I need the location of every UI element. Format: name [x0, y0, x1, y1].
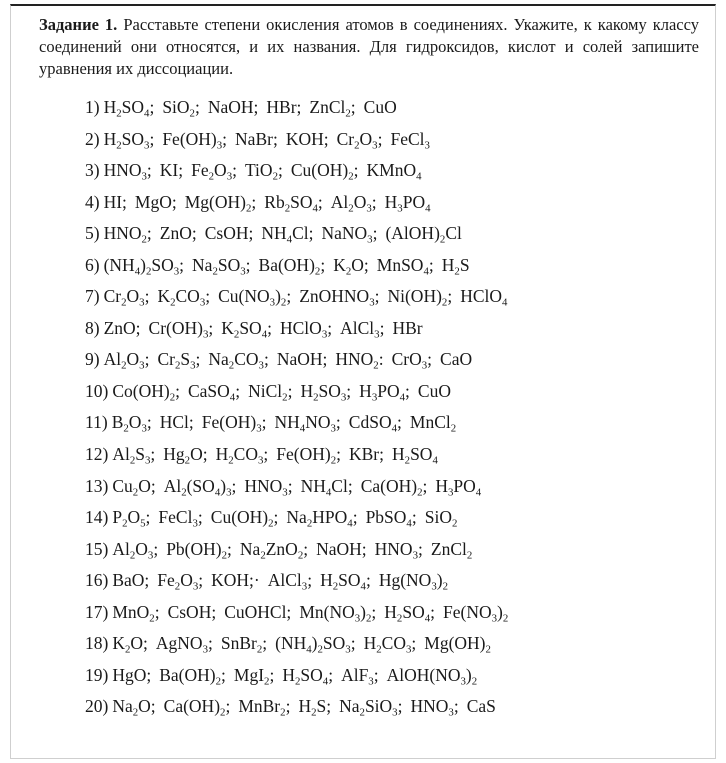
row-number: 12): [85, 444, 109, 465]
task-text: Расставьте степени окисления атомов в соединениях. Укажите, к какому классу соединений они относятся, и их названия. Для гидроксидов, кислот и солей запишите уравнения их диссоциации.: [39, 15, 699, 78]
row-number: 20): [85, 696, 109, 717]
row-number: 8): [85, 317, 100, 338]
chemical-formula: HI;: [103, 191, 127, 212]
chemical-formula: MnSO$_4$;: [376, 254, 434, 277]
chemical-formula: $HNO_3$;: [410, 696, 459, 719]
chemical-formula: MgI$_2$;: [233, 664, 275, 688]
chemical-formula: $Rb_2SO_4$;: [264, 191, 323, 214]
chemical-formula: CdSO$_4$;: [348, 412, 402, 435]
chemical-formula: $H_2SO_4$;: [320, 570, 371, 593]
chemical-formula: HClO$_4$: [460, 286, 508, 309]
row-number: 4): [85, 191, 100, 212]
chemical-formula: $Fe(OH)_3$;: [162, 128, 228, 151]
chemical-formula: $Fe(OH)_2$;: [276, 444, 341, 467]
chemical-formula: $H_2SO_4$;: [384, 601, 436, 624]
row-number: 15): [85, 538, 109, 559]
compound-row: [85, 691, 705, 723]
chemical-formula: $Ba(OH)_2$;: [159, 664, 226, 688]
compound-row: [85, 376, 705, 408]
task-statement: [39, 14, 699, 80]
chemical-formula: NaBr;: [235, 128, 278, 149]
chemical-formula: AgNO$_3$;: [155, 633, 213, 656]
chemical-formula: HBr: [392, 317, 423, 338]
task-title: Задание 1.: [39, 15, 118, 34]
chemical-formula: NaOH;: [276, 349, 328, 370]
chemical-formula: NaNO$_3$;: [321, 223, 378, 246]
chemical-formula: $Fe(NO_3)_2$: [443, 601, 509, 624]
chemical-formula: $Fe(OH)_3$;: [201, 412, 267, 435]
chemical-formula: $Ba(OH)_2$;: [258, 254, 326, 277]
chemical-formula: $NH_4Cl$;: [261, 223, 314, 246]
chemical-formula: FeCl$_3$: [390, 128, 430, 151]
compound-row: [85, 660, 705, 692]
chemical-formula: ZnCl$_2$;: [309, 97, 356, 120]
chemical-formula: $H_3PO_4$: [435, 475, 482, 498]
chemical-formula: $(AlOH)_2Cl$: [385, 223, 462, 246]
row-number: 3): [85, 160, 100, 181]
chemical-formula: CuO: [417, 380, 451, 401]
chemical-formula: KOH;: [285, 128, 329, 149]
worksheet: [10, 4, 716, 759]
chemical-formula: $HNO_3$;: [244, 475, 293, 498]
chemical-formula: NiCl$_2$;: [248, 380, 293, 404]
chemical-formula: CaSO$_4$;: [187, 380, 241, 404]
compound-row: [85, 471, 705, 503]
row-number: 6): [85, 254, 100, 275]
chemical-formula: CaO: [440, 349, 473, 370]
chemical-formula: ZnO;: [159, 223, 197, 244]
chemical-formula: $H_3PO_4$: [384, 191, 431, 214]
compound-row: [85, 407, 705, 439]
chemical-formula: $H_2S$: [441, 254, 470, 277]
chemical-formula: PbSO$_4$;: [365, 507, 417, 530]
chemical-formula: MnCl$_2$: [409, 412, 457, 435]
chemical-formula: HClO$_3$;: [280, 317, 333, 341]
row-number: 14): [85, 507, 109, 528]
chemical-formula: MgO;: [134, 191, 177, 212]
row-number: 9): [85, 349, 100, 370]
compound-row: [85, 250, 705, 282]
chemical-formula: SnBr$_2$;: [220, 633, 268, 656]
chemical-formula: BaO;: [112, 570, 150, 591]
chemical-formula: $Ca(OH)_2$;: [360, 475, 428, 498]
chemical-formula: $H_2SO_4$;: [282, 664, 334, 688]
chemical-formula: TiO$_2$;: [244, 160, 283, 183]
chemical-formula: KOH;·: [211, 570, 260, 591]
chemical-formula: $Mg(OH)_2$;: [184, 191, 257, 214]
row-number: 2): [85, 128, 100, 149]
chemical-formula: $Hg_2O$;: [163, 444, 208, 467]
chemical-formula: HBr;: [266, 97, 302, 117]
chemical-formula: $H_2CO_3$;: [215, 444, 269, 467]
chemical-formula: CsOH;: [167, 601, 217, 622]
chemical-formula: AlCl$_3$;: [267, 570, 313, 593]
chemical-formula: KMnO$_4$: [366, 160, 422, 183]
row-number: 18): [85, 633, 109, 654]
chemical-formula: $Al_2S_3$;: [112, 444, 156, 467]
chemical-formula: SiO$_2$;: [162, 97, 200, 120]
chemical-formula: $HNO_2$;: [103, 223, 152, 246]
row-number: 5): [85, 223, 100, 244]
row-number: 1): [85, 97, 100, 117]
chemical-formula: $Fe_2O_3$;: [157, 570, 204, 593]
row-number: 17): [85, 601, 109, 622]
chemical-formula: $Co(OH)_2$;: [112, 380, 180, 404]
chemical-formula: $K_2O$;: [112, 633, 148, 656]
chemical-formula: $K_2O$;: [333, 254, 369, 277]
compound-row: [85, 124, 705, 156]
chemical-formula: $Cu_2O$;: [112, 475, 156, 498]
chemical-formula: $Al_2O_3$;: [112, 538, 159, 561]
row-number: 7): [85, 286, 100, 307]
chemical-formula: MnBr$_2$;: [238, 696, 291, 719]
chemical-formula: CuO: [363, 97, 397, 117]
chemical-formula: CuOHCl;: [224, 601, 292, 622]
chemical-formula: $H_2SO_4$;: [103, 97, 155, 120]
chemical-formula: CrO$_3$;: [391, 349, 433, 372]
chemical-formula: $Al_2O_3$;: [330, 191, 377, 214]
chemical-formula: $H_2SO_3$;: [103, 128, 155, 151]
chemical-formula: $K_2CO_3$;: [157, 286, 211, 309]
compound-row: [85, 439, 705, 471]
compound-row: [85, 502, 705, 534]
chemical-formula: $H_3PO_4$;: [359, 380, 410, 404]
chemical-formula: CaS: [466, 696, 496, 717]
chemical-formula: $B_2O_3$;: [111, 412, 152, 435]
chemical-formula: $Mg(OH)_2$: [424, 633, 491, 656]
chemical-formula: $Cr(OH)_3$;: [148, 317, 214, 341]
chemical-formula: $Na_2CO_3$;: [208, 349, 269, 372]
chemical-formula: $(NH_4)_2SO_3$;: [103, 254, 185, 277]
chemical-formula: HCl;: [159, 412, 194, 433]
row-number: 10): [85, 380, 109, 401]
compound-row: [85, 534, 705, 566]
row-number: 16): [85, 570, 109, 591]
chemical-formula: $(NH_4)_2SO_3$;: [275, 633, 356, 656]
chemical-formula: $NH_4Cl$;: [300, 475, 353, 498]
compound-row: [85, 565, 705, 597]
chemical-formula: MnO$_2$;: [112, 601, 160, 624]
chemical-formula: $Cr_2O_3$;: [103, 286, 150, 309]
chemical-formula: ZnO;: [103, 317, 141, 338]
chemical-formula: HgO;: [112, 664, 152, 685]
chemical-formula: $Al_2O_3$;: [103, 349, 150, 372]
compound-row: [85, 313, 705, 345]
compound-row: [85, 344, 705, 376]
chemical-formula: $HNO_2$:: [335, 349, 384, 372]
chemical-formula: ZnOHNO$_3$;: [299, 286, 380, 309]
compound-row: [85, 187, 705, 219]
chemical-formula: NaOH;: [316, 538, 367, 559]
chemical-formula: $Cr_2S_3$;: [157, 349, 201, 372]
row-number: 19): [85, 664, 109, 685]
chemical-formula: $HNO_3$;: [103, 160, 152, 183]
chemical-formula: $Cu(NO_3)_2$;: [218, 286, 292, 309]
chemical-formula: $H_2SO_4$: [392, 444, 438, 467]
chemical-formula: $AlOH(NO_3)_2$: [386, 664, 478, 688]
chemical-formula: $K_2SO_4$;: [221, 317, 272, 341]
chemical-formula: FeCl$_3$;: [158, 507, 203, 530]
chemical-formula: $NH_4NO_3$;: [274, 412, 341, 435]
chemical-formula: $Pb(OH)_2$;: [166, 538, 232, 561]
compound-row: [85, 155, 705, 187]
chemical-formula: $Na_2ZnO_2$;: [239, 538, 309, 561]
chemical-formula: $Ni(OH)_2$;: [387, 286, 453, 309]
chemical-formula: $Cr_2O_3$;: [336, 128, 383, 151]
compound-row: [85, 628, 705, 660]
chemical-formula: $Mn(NO_3)_2$;: [299, 601, 377, 624]
chemical-formula: KI;: [159, 160, 184, 181]
compound-list: [85, 92, 705, 723]
compound-row: [85, 218, 705, 250]
chemical-formula: $P_2O_5$;: [112, 507, 151, 530]
chemical-formula: CsOH;: [204, 223, 254, 244]
chemical-formula: $Na_2SO_3$;: [192, 254, 251, 277]
compound-row: [85, 597, 705, 629]
compound-row: [85, 92, 705, 124]
chemical-formula: $Al_2(SO_4)_3$;: [163, 475, 237, 498]
chemical-formula: $Cu(OH)_2$;: [210, 507, 279, 530]
chemical-formula: NaOH;: [207, 97, 259, 117]
chemical-formula: ZnCl$_2$: [430, 538, 473, 561]
chemical-formula: AlF$_3$;: [341, 664, 379, 688]
chemical-formula: $Ca(OH)_2$;: [163, 696, 231, 719]
chemical-formula: $Hg(NO_3)_2$: [378, 570, 448, 593]
row-number: 13): [85, 475, 109, 496]
chemical-formula: $H_2SO_3$;: [300, 380, 352, 404]
chemical-formula: $H_2S$;: [298, 696, 332, 719]
row-number: 11): [85, 412, 108, 433]
chemical-formula: $H_2CO_3$;: [363, 633, 417, 656]
chemical-formula: $Na_2HPO_4$;: [286, 507, 358, 530]
chemical-formula: $HNO_3$;: [374, 538, 423, 561]
chemical-formula: $Cu(OH)_2$;: [290, 160, 359, 183]
chemical-formula: $Na_2O$;: [112, 696, 156, 719]
chemical-formula: SiO$_2$: [424, 507, 458, 530]
chemical-formula: KBr;: [349, 444, 384, 465]
chemical-formula: AlCl$_3$;: [340, 317, 385, 341]
chemical-formula: $Fe_2O_3$;: [191, 160, 237, 183]
chemical-formula: $Na_2SiO_3$;: [339, 696, 403, 719]
compound-row: [85, 281, 705, 313]
